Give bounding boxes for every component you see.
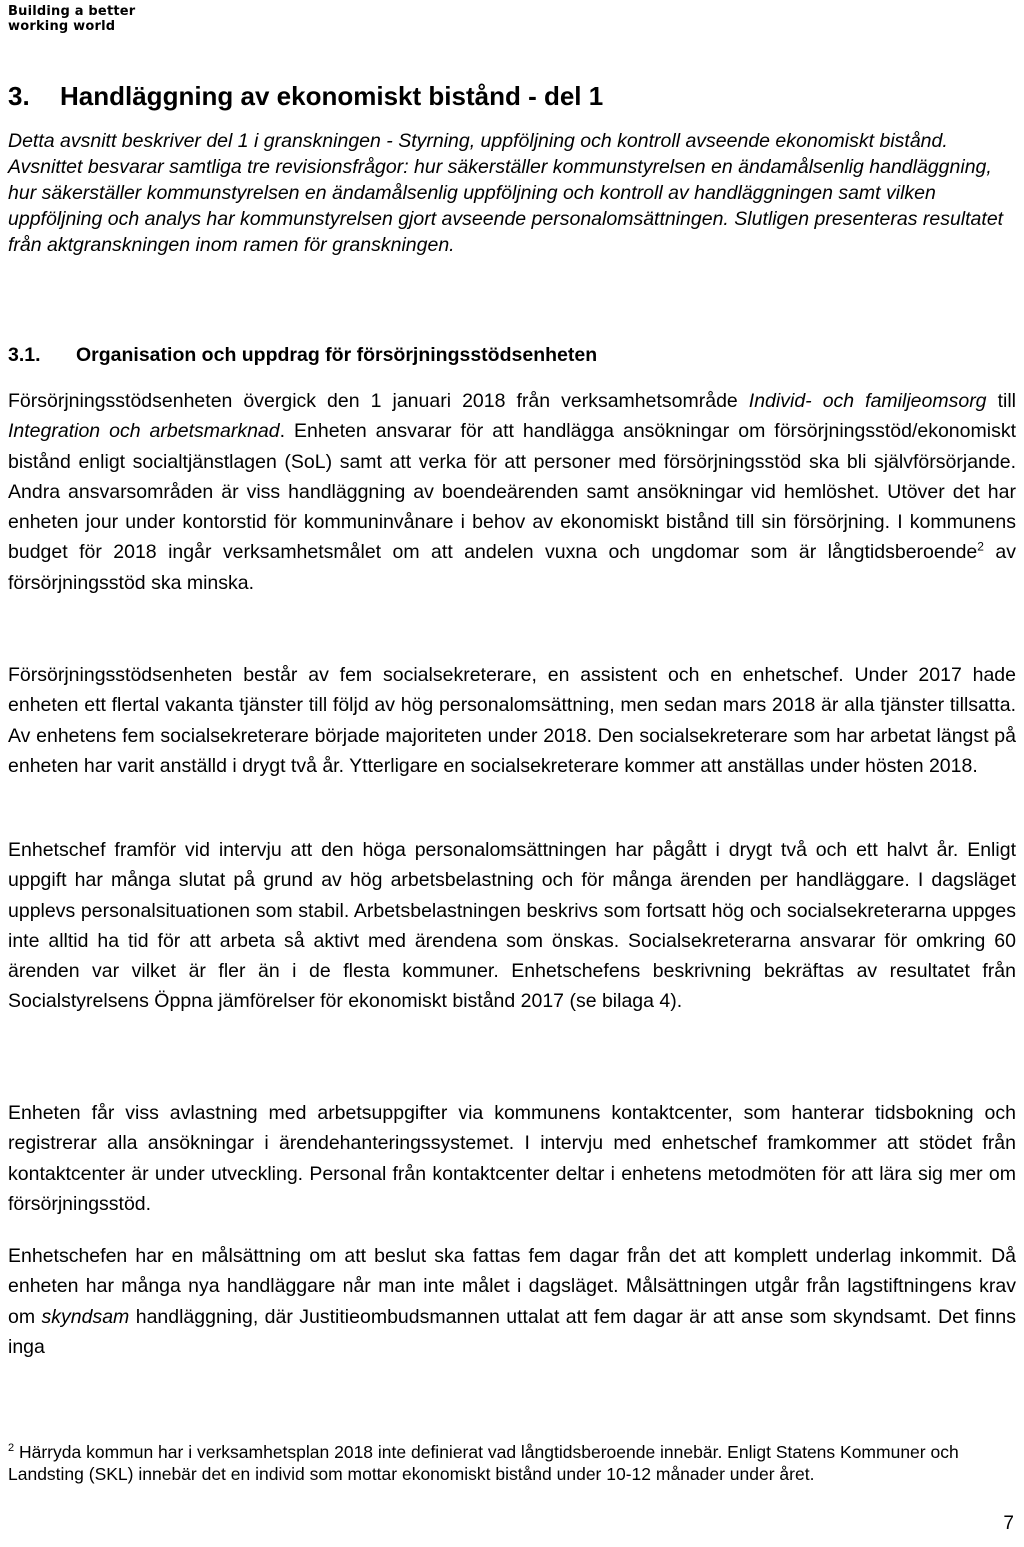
paragraph-target	[8, 1241, 1016, 1362]
paragraph-contact-center: Enheten får viss avlastning med arbetsuppgifter via kommunens kontaktcenter, som hanterar tidsbokning och registrerar alla ansökningar i ärendehanteringssystemet. I intervju med enhetschef framkommer att stödet från kontaktcenter är under utveckling. Personal från kontaktcenter deltar i enhetens metodmöten för att lära sig mer om försörjningsstöd.	[8, 1102, 1016, 1215]
footnote-marker: 2	[8, 1442, 15, 1455]
paragraph-staffing: Försörjningsstödsenheten består av fem socialsekreterare, en assistent och en enhetschef. Under 2017 hade enheten ett flertal vakanta tjänster till följd av hög personalomsättning, men sedan mars 2018 är alla tjänster tillsatta. Av enhetens fem socialsekreterare började majoriteten under 2018. Den socialsekreterare som har arbetat längst på enheten har varit anställd i drygt två år. Ytterligare en socialsekreterare kommer att anställas under hösten 2018.	[8, 664, 1016, 777]
p1-italic-integration: Integration och arbetsmarknad	[8, 420, 280, 443]
section-heading	[8, 80, 1008, 112]
page-number: 7	[1003, 1513, 1014, 1534]
footnote-text: Härryda kommun har i verksamhetsplan 2018 inte definierat vad långtidsberoende innebär. Enligt Statens Kommuner och Landsting (SKL) innebär det en individ som mottar ekonomiskt bistånd under 10-12 månader under året.	[8, 1442, 959, 1484]
footnote	[8, 1441, 988, 1485]
p1-text-f: av försörjningsstöd ska minska.	[8, 541, 1016, 594]
paragraph-organisation	[8, 386, 1016, 598]
footnote-reference: 2	[977, 539, 984, 554]
subsection-title: Organisation och uppdrag för försörjningsstödsenheten	[76, 344, 598, 366]
p1-text-e: . Enheten ansvarar för att handlägga ansökningar om försörjningsstöd/ekonomiskt bistånd enligt socialtjänstlagen (SoL) samt att verka för att personer med försörjningsstöd ska bli självförsörjande. Andra ansvarsområden är viss handläggning av boendeärenden samt ansökningar vid hemlöshet. Utöver det har enheten jour under kontorstid för kommuninvånare i behov av ekonomiskt bistånd till sin försörjning. I kommunens budget för 2018 ingår verksamhetsmålet om att andelen vuxna och ungdomar som är långtidsberoende	[8, 420, 1016, 564]
subsection-heading	[8, 342, 1008, 368]
section-number: 3.	[8, 81, 30, 111]
p5-text-c: handläggning, där Justitieombudsmannen uttalat att fem dagar är att anse som skyndsamt. Det finns inga	[8, 1305, 1016, 1358]
section-title: Handläggning av ekonomiskt bistånd - del 1	[60, 81, 604, 111]
p1-italic-individ: Individ- och familjeomsorg	[748, 390, 987, 412]
logo-line-2: working world	[8, 19, 116, 34]
p5-italic-skyndsam: skyndsam	[41, 1305, 130, 1328]
ey-logo-tagline	[8, 4, 135, 34]
p5-text-a: Enhetschefen har en målsättning om att beslut ska fattas fem dagar från det att komplett underlag inkommit. Då enheten har många nya handläggare når man inte målet i dagsläget. Målsättningen utgår från lagstiftningens krav om	[8, 1245, 1016, 1328]
section-intro: Detta avsnitt beskriver del 1 i granskningen - Styrning, uppföljning och kontroll avseende ekonomiskt bistånd. Avsnittet besvarar samtliga tre revisionsfrågor: hur säkerställer kommunstyrelsen en ändamålsenlig handläggning, hur säkerställer kommunstyrelsen en ändamålsenlig uppföljning och kontroll av handläggningen samt vilken uppföljning och analys har kommunstyrelsen gjort avseende personalomsättningen. Slutligen presenteras resultatet från aktgranskningen inom ramen för granskningen.	[8, 130, 1004, 256]
p1-text-c: till	[986, 390, 1016, 412]
subsection-number: 3.1.	[8, 344, 41, 366]
p1-text-a: Försörjningsstödsenheten övergick den 1 januari 2018 från verksamhetsområde	[8, 390, 749, 412]
logo-line-1: Building a better	[8, 4, 136, 19]
paragraph-turnover: Enhetschef framför vid intervju att den höga personalomsättningen har pågått i drygt två och ett halvt år. Enligt uppgift har många slutat på grund av hög arbetsbelastning och för många ärenden per handläggare. I dagsläget upplevs personalsituationen som stabil. Arbetsbelastningen beskrivs som fortsatt hög och socialsekreterarna uppges inte alltid ha tid för att arbeta så aktivt med ärendena som önskas. Socialsekreterarna ansvarar för omkring 60 ärenden var vilket är fler än i de flesta kommuner. Enhetschefens beskrivning bekräftas av resultatet från Socialstyrelsens Öppna jämförelser för ekonomiskt bistånd 2017 (se bilaga 4).	[8, 839, 1016, 1013]
